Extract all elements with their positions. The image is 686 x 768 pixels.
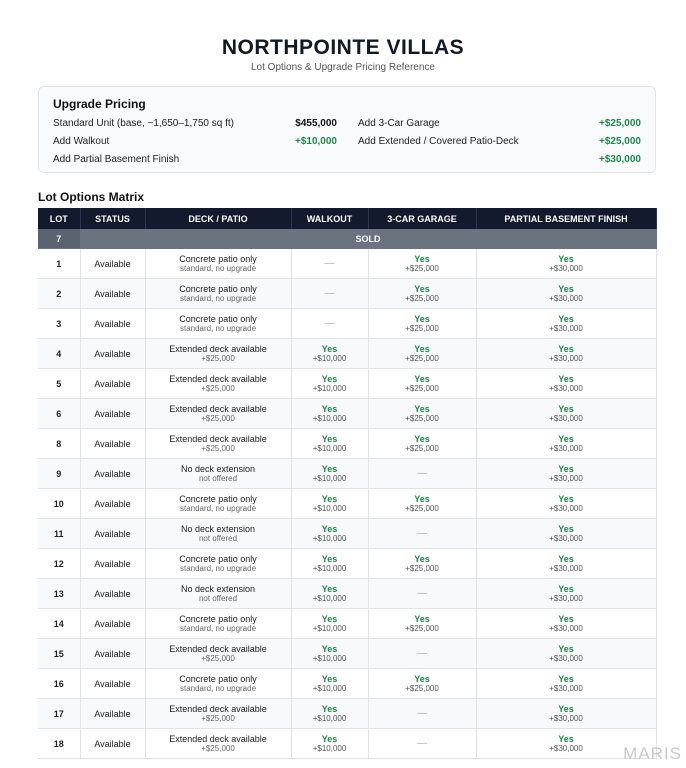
- lot-number: 18: [38, 729, 80, 759]
- basement-cell: [476, 309, 656, 339]
- table-row: [38, 579, 656, 609]
- garage-cell: [368, 699, 476, 729]
- walkout-price: +$10,000: [312, 714, 347, 723]
- garage-price: +$25,000: [405, 444, 439, 453]
- table-row: [38, 369, 656, 399]
- table-row: [38, 309, 656, 339]
- deck-cell: [145, 669, 291, 699]
- deck-note: standard, no upgrade: [179, 294, 257, 303]
- lot-status: Available: [80, 669, 145, 699]
- lot-status: Available: [80, 309, 145, 339]
- basement-price: +$30,000: [549, 534, 583, 543]
- garage-yes: Yes: [414, 314, 430, 324]
- deck-option: Concrete patio only: [179, 254, 257, 264]
- table-row: [38, 399, 656, 429]
- basement-price: +$30,000: [549, 414, 583, 423]
- walkout-yes: Yes: [321, 434, 338, 444]
- walkout-cell: [291, 459, 368, 489]
- basement-cell: [476, 489, 656, 519]
- walkout-yes: Yes: [321, 674, 338, 684]
- basement-yes: Yes: [558, 644, 574, 654]
- lot-status: Available: [80, 249, 145, 279]
- garage-none: —: [417, 468, 427, 479]
- basement-cell: [476, 429, 656, 459]
- garage-price: +$25,000: [405, 624, 439, 633]
- garage-none: —: [417, 588, 427, 599]
- basement-price: +$30,000: [549, 264, 583, 273]
- garage-cell: [368, 579, 476, 609]
- deck-cell: [145, 429, 291, 459]
- deck-cell: [145, 249, 291, 279]
- walkout-cell: [291, 249, 368, 279]
- walkout-none: —: [324, 258, 335, 269]
- walkout-cell: [291, 339, 368, 369]
- garage-yes: Yes: [414, 494, 430, 504]
- deck-note: standard, no upgrade: [179, 564, 257, 573]
- deck-note: standard, no upgrade: [179, 684, 257, 693]
- basement-price: +$30,000: [549, 354, 583, 363]
- deck-cell: [145, 339, 291, 369]
- lot-number: 1: [38, 249, 80, 279]
- deck-cell: [145, 549, 291, 579]
- deck-option: No deck extension: [180, 524, 256, 534]
- lot-status: Available: [80, 369, 145, 399]
- deck-option: Extended deck available: [169, 374, 267, 384]
- basement-cell: [476, 249, 656, 279]
- walkout-yes: Yes: [321, 734, 338, 744]
- table-row: [38, 249, 656, 279]
- garage-none: —: [417, 738, 427, 749]
- table-row: [38, 609, 656, 639]
- deck-note: not offered: [198, 594, 238, 603]
- walkout-cell: [291, 699, 368, 729]
- lot-number: 16: [38, 669, 80, 699]
- walkout-none: —: [324, 288, 335, 299]
- basement-yes: Yes: [558, 524, 574, 534]
- basement-yes: Yes: [558, 734, 574, 744]
- lot-number: 15: [38, 639, 80, 669]
- garage-cell: [368, 339, 476, 369]
- deck-note: not offered: [198, 474, 238, 483]
- deck-note: +$25,000: [201, 714, 235, 723]
- garage-cell: [368, 309, 476, 339]
- table-row: [38, 699, 656, 729]
- pricing-label-deck: Add Extended / Covered Patio-Deck: [358, 136, 519, 147]
- table-header-row: [38, 208, 656, 229]
- basement-yes: Yes: [558, 614, 574, 624]
- walkout-price: +$10,000: [312, 414, 347, 423]
- sold-lot-number: 7: [38, 229, 80, 249]
- lot-number: 9: [38, 459, 80, 489]
- table-row: [38, 549, 656, 579]
- lot-status: Available: [80, 729, 145, 759]
- walkout-cell: [291, 519, 368, 549]
- walkout-price: +$10,000: [312, 474, 347, 483]
- garage-none: —: [417, 528, 427, 539]
- pricing-label-basement: Add Partial Basement Finish: [53, 154, 180, 165]
- walkout-yes: Yes: [321, 374, 338, 384]
- basement-yes: Yes: [558, 254, 574, 264]
- garage-price: +$25,000: [405, 384, 439, 393]
- deck-note: not offered: [198, 534, 238, 543]
- garage-cell: [368, 399, 476, 429]
- basement-yes: Yes: [558, 314, 574, 324]
- basement-price: +$30,000: [549, 444, 583, 453]
- pricing-value-basement: +$30,000: [599, 154, 641, 165]
- garage-price: +$25,000: [405, 324, 439, 333]
- deck-cell: [145, 369, 291, 399]
- pricing-value-base: $455,000: [295, 118, 337, 129]
- basement-yes: Yes: [558, 554, 574, 564]
- walkout-yes: Yes: [321, 644, 338, 654]
- deck-option: Extended deck available: [169, 344, 267, 354]
- walkout-price: +$10,000: [312, 384, 347, 393]
- lot-number: 3: [38, 309, 80, 339]
- walkout-cell: [291, 729, 368, 759]
- garage-yes: Yes: [414, 434, 430, 444]
- walkout-cell: [291, 399, 368, 429]
- deck-option: Extended deck available: [169, 404, 267, 414]
- basement-price: +$30,000: [549, 324, 583, 333]
- lot-number: 12: [38, 549, 80, 579]
- pricing-label-garage: Add 3-Car Garage: [358, 118, 440, 129]
- basement-price: +$30,000: [549, 624, 583, 633]
- walkout-cell: [291, 609, 368, 639]
- deck-option: No deck extension: [180, 584, 256, 594]
- table-row: [38, 489, 656, 519]
- pricing-value-garage: +$25,000: [599, 118, 641, 129]
- basement-cell: [476, 609, 656, 639]
- deck-note: standard, no upgrade: [179, 264, 257, 273]
- garage-cell: [368, 459, 476, 489]
- lot-status: Available: [80, 339, 145, 369]
- deck-cell: [145, 519, 291, 549]
- basement-yes: Yes: [558, 434, 574, 444]
- garage-yes: Yes: [414, 674, 430, 684]
- garage-cell: [368, 519, 476, 549]
- deck-note: +$25,000: [201, 744, 235, 753]
- basement-price: +$30,000: [549, 294, 583, 303]
- upgrade-pricing-heading: Upgrade Pricing: [53, 97, 146, 111]
- lot-status: Available: [80, 699, 145, 729]
- table-row: [38, 729, 656, 759]
- walkout-cell: [291, 369, 368, 399]
- deck-cell: [145, 399, 291, 429]
- lot-status: Available: [80, 459, 145, 489]
- column-header-walkout: WALKOUT: [291, 208, 368, 229]
- basement-yes: Yes: [558, 704, 574, 714]
- walkout-yes: Yes: [321, 614, 338, 624]
- basement-yes: Yes: [558, 464, 574, 474]
- basement-price: +$30,000: [549, 714, 583, 723]
- garage-price: +$25,000: [405, 354, 439, 363]
- deck-note: +$25,000: [201, 414, 235, 423]
- basement-price: +$30,000: [549, 384, 583, 393]
- lot-options-heading: Lot Options Matrix: [38, 190, 144, 204]
- deck-cell: [145, 609, 291, 639]
- deck-option: Extended deck available: [169, 734, 267, 744]
- walkout-price: +$10,000: [312, 684, 347, 693]
- lot-status: Available: [80, 399, 145, 429]
- deck-option: Extended deck available: [169, 704, 267, 714]
- sold-label: SOLD: [80, 229, 656, 249]
- walkout-price: +$10,000: [312, 564, 347, 573]
- table-row-sold: [38, 229, 656, 249]
- pricing-value-deck: +$25,000: [599, 136, 641, 147]
- basement-yes: Yes: [558, 494, 574, 504]
- walkout-yes: Yes: [321, 344, 338, 354]
- walkout-yes: Yes: [321, 704, 338, 714]
- walkout-yes: Yes: [321, 464, 338, 474]
- deck-cell: [145, 309, 291, 339]
- basement-cell: [476, 669, 656, 699]
- basement-price: +$30,000: [549, 474, 583, 483]
- basement-cell: [476, 699, 656, 729]
- walkout-cell: [291, 309, 368, 339]
- deck-option: Concrete patio only: [179, 554, 257, 564]
- deck-cell: [145, 489, 291, 519]
- basement-yes: Yes: [558, 374, 574, 384]
- garage-cell: [368, 249, 476, 279]
- column-header-basement: PARTIAL BASEMENT FINISH: [476, 208, 656, 229]
- basement-cell: [476, 399, 656, 429]
- deck-option: Concrete patio only: [179, 314, 257, 324]
- basement-yes: Yes: [558, 284, 574, 294]
- lot-status: Available: [80, 549, 145, 579]
- basement-yes: Yes: [558, 344, 574, 354]
- deck-option: Extended deck available: [169, 644, 267, 654]
- deck-option: Concrete patio only: [179, 674, 257, 684]
- walkout-cell: [291, 579, 368, 609]
- walkout-yes: Yes: [321, 584, 338, 594]
- garage-cell: [368, 639, 476, 669]
- garage-none: —: [417, 648, 427, 659]
- walkout-price: +$10,000: [312, 744, 347, 753]
- garage-yes: Yes: [414, 374, 430, 384]
- garage-price: +$25,000: [405, 264, 439, 273]
- basement-cell: [476, 519, 656, 549]
- deck-cell: [145, 279, 291, 309]
- basement-price: +$30,000: [549, 594, 583, 603]
- column-header-deck: DECK / PATIO: [145, 208, 291, 229]
- garage-yes: Yes: [414, 404, 430, 414]
- deck-note: +$25,000: [201, 444, 235, 453]
- lot-number: 17: [38, 699, 80, 729]
- lot-number: 10: [38, 489, 80, 519]
- basement-price: +$30,000: [549, 744, 583, 753]
- basement-yes: Yes: [558, 674, 574, 684]
- garage-yes: Yes: [414, 554, 430, 564]
- deck-note: +$25,000: [201, 384, 235, 393]
- walkout-yes: Yes: [321, 524, 338, 534]
- lot-status: Available: [80, 609, 145, 639]
- column-header-status: STATUS: [80, 208, 145, 229]
- walkout-price: +$10,000: [312, 354, 347, 363]
- lot-status: Available: [80, 279, 145, 309]
- deck-cell: [145, 459, 291, 489]
- walkout-yes: Yes: [321, 494, 338, 504]
- garage-price: +$25,000: [405, 564, 439, 573]
- lot-number: 14: [38, 609, 80, 639]
- garage-cell: [368, 669, 476, 699]
- walkout-price: +$10,000: [312, 504, 347, 513]
- basement-cell: [476, 339, 656, 369]
- garage-yes: Yes: [414, 254, 430, 264]
- table-row: [38, 339, 656, 369]
- pricing-label-base: Standard Unit (base, ~1,650–1,750 sq ft): [53, 118, 234, 129]
- walkout-price: +$10,000: [312, 444, 347, 453]
- basement-cell: [476, 549, 656, 579]
- lot-status: Available: [80, 429, 145, 459]
- basement-cell: [476, 369, 656, 399]
- garage-cell: [368, 429, 476, 459]
- pricing-label-walkout: Add Walkout: [53, 136, 110, 147]
- deck-note: standard, no upgrade: [179, 504, 257, 513]
- lot-status: Available: [80, 489, 145, 519]
- walkout-price: +$10,000: [312, 624, 347, 633]
- table-row: [38, 669, 656, 699]
- lot-status: Available: [80, 519, 145, 549]
- deck-cell: [145, 579, 291, 609]
- lot-number: 13: [38, 579, 80, 609]
- lot-number: 11: [38, 519, 80, 549]
- lot-options-table: [38, 208, 657, 759]
- walkout-cell: [291, 639, 368, 669]
- deck-option: Concrete patio only: [179, 494, 257, 504]
- garage-cell: [368, 729, 476, 759]
- garage-cell: [368, 489, 476, 519]
- deck-option: Concrete patio only: [179, 284, 257, 294]
- table-row: [38, 459, 656, 489]
- walkout-price: +$10,000: [312, 534, 347, 543]
- deck-option: Extended deck available: [169, 434, 267, 444]
- deck-note: +$25,000: [201, 354, 235, 363]
- walkout-yes: Yes: [321, 554, 338, 564]
- column-header-garage: 3-CAR GARAGE: [368, 208, 476, 229]
- lot-number: 8: [38, 429, 80, 459]
- walkout-yes: Yes: [321, 404, 338, 414]
- walkout-none: —: [324, 318, 335, 329]
- lot-number: 6: [38, 399, 80, 429]
- lot-status: Available: [80, 579, 145, 609]
- garage-cell: [368, 609, 476, 639]
- walkout-cell: [291, 429, 368, 459]
- lot-number: 5: [38, 369, 80, 399]
- basement-price: +$30,000: [549, 564, 583, 573]
- garage-cell: [368, 549, 476, 579]
- walkout-cell: [291, 669, 368, 699]
- upgrade-pricing-panel: [38, 86, 656, 173]
- lot-number: 2: [38, 279, 80, 309]
- basement-price: +$30,000: [549, 684, 583, 693]
- basement-cell: [476, 639, 656, 669]
- garage-price: +$25,000: [405, 414, 439, 423]
- lot-status: Available: [80, 639, 145, 669]
- garage-cell: [368, 369, 476, 399]
- deck-cell: [145, 729, 291, 759]
- walkout-price: +$10,000: [312, 594, 347, 603]
- garage-yes: Yes: [414, 284, 430, 294]
- table-row: [38, 519, 656, 549]
- basement-cell: [476, 279, 656, 309]
- table-row: [38, 639, 656, 669]
- pricing-value-walkout: +$10,000: [295, 136, 337, 147]
- deck-note: standard, no upgrade: [179, 324, 257, 333]
- walkout-price: +$10,000: [312, 654, 347, 663]
- garage-price: +$25,000: [405, 684, 439, 693]
- lot-number: 4: [38, 339, 80, 369]
- maris-watermark: MARIS: [623, 744, 682, 763]
- deck-cell: [145, 699, 291, 729]
- garage-yes: Yes: [414, 344, 430, 354]
- garage-price: +$25,000: [405, 294, 439, 303]
- page-title: NORTHPOINTE VILLAS: [221, 36, 465, 59]
- table-row: [38, 429, 656, 459]
- basement-price: +$30,000: [549, 504, 583, 513]
- garage-cell: [368, 279, 476, 309]
- basement-cell: [476, 459, 656, 489]
- deck-option: No deck extension: [180, 464, 256, 474]
- page-subtitle: Lot Options & Upgrade Pricing Reference: [251, 62, 435, 73]
- basement-yes: Yes: [558, 404, 574, 414]
- basement-price: +$30,000: [549, 654, 583, 663]
- column-header-lot: LOT: [38, 208, 80, 229]
- deck-cell: [145, 639, 291, 669]
- garage-none: —: [417, 708, 427, 719]
- deck-note: +$25,000: [201, 654, 235, 663]
- walkout-cell: [291, 489, 368, 519]
- walkout-cell: [291, 549, 368, 579]
- table-row: [38, 279, 656, 309]
- basement-cell: [476, 579, 656, 609]
- basement-yes: Yes: [558, 584, 574, 594]
- garage-price: +$25,000: [405, 504, 439, 513]
- garage-yes: Yes: [414, 614, 430, 624]
- deck-note: standard, no upgrade: [179, 624, 257, 633]
- walkout-cell: [291, 279, 368, 309]
- deck-option: Concrete patio only: [179, 614, 257, 624]
